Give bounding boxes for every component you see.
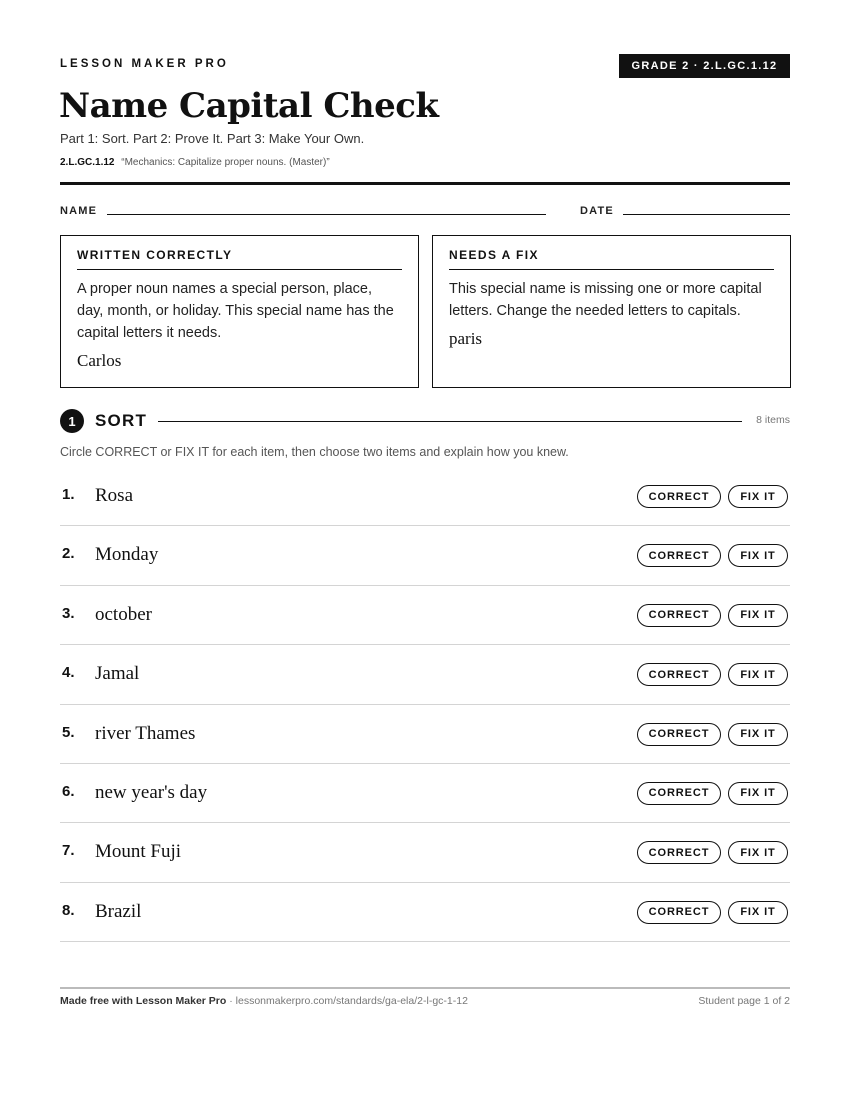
item-number: 4.	[62, 664, 75, 682]
correct-button[interactable]: CORRECT	[637, 901, 721, 924]
fix-it-button[interactable]: FIX IT	[728, 604, 788, 627]
standard-code: 2.L.GC.1.12	[60, 157, 115, 168]
sort-item-list	[60, 467, 790, 942]
footer-url[interactable]: · lessonmakerpro.com/standards/ga-ela/2-l-gc-1-12	[226, 995, 468, 1007]
correct-button[interactable]: CORRECT	[637, 604, 721, 627]
correct-button[interactable]: CORRECT	[637, 841, 721, 864]
correct-button[interactable]: CORRECT	[637, 663, 721, 686]
fix-it-button[interactable]: FIX IT	[728, 485, 788, 508]
sort-item-5	[60, 705, 790, 764]
fix-it-button[interactable]: FIX IT	[728, 782, 788, 805]
item-number: 5.	[62, 723, 75, 741]
fix-it-button[interactable]: FIX IT	[728, 841, 788, 864]
written-correctly-heading: WRITTEN CORRECTLY	[77, 248, 402, 270]
fix-it-button[interactable]: FIX IT	[728, 901, 788, 924]
name-label: NAME	[60, 205, 98, 217]
sort-item-7	[60, 823, 790, 882]
fix-it-button[interactable]: FIX IT	[728, 544, 788, 567]
page-subtitle: Part 1: Sort. Part 2: Prove It. Part 3: Make Your Own.	[60, 131, 365, 146]
fix-it-button[interactable]: FIX IT	[728, 663, 788, 686]
footer-page-number: Student page 1 of 2	[698, 995, 790, 1007]
footer-credit	[60, 995, 468, 1007]
item-word: new year's day	[95, 781, 208, 803]
needs-a-fix-box	[432, 235, 791, 388]
section-divider	[158, 421, 742, 422]
written-correctly-box	[60, 235, 419, 388]
section-title: SORT	[95, 411, 148, 430]
needs-a-fix-example: paris	[449, 329, 483, 348]
item-number: 2.	[62, 545, 75, 563]
item-number: 1.	[62, 486, 75, 503]
item-number: 7.	[62, 842, 75, 860]
item-word: Monday	[95, 544, 159, 566]
brand-name: LESSON MAKER PRO	[60, 58, 229, 70]
sort-item-6	[60, 764, 790, 823]
name-field[interactable]	[107, 214, 546, 215]
date-label: DATE	[580, 205, 614, 217]
written-correctly-example: Carlos	[77, 351, 122, 370]
sort-item-1	[60, 467, 790, 526]
header-divider	[60, 182, 790, 185]
section-number-badge: 1	[60, 409, 84, 433]
item-word: Brazil	[95, 900, 142, 922]
date-field[interactable]	[623, 214, 790, 215]
correct-button[interactable]: CORRECT	[637, 723, 721, 746]
item-number: 8.	[62, 901, 75, 919]
item-word: Jamal	[95, 663, 140, 685]
sort-item-3	[60, 586, 790, 645]
item-number: 6.	[62, 782, 75, 800]
sort-item-2	[60, 526, 790, 585]
correct-button[interactable]: CORRECT	[637, 485, 721, 508]
sort-item-8	[60, 883, 790, 942]
sort-item-4	[60, 645, 790, 704]
needs-a-fix-text: This special name is missing one or more capital letters. Change the needed letters to capitals.	[449, 281, 762, 319]
correct-button[interactable]: CORRECT	[637, 544, 721, 567]
item-word: Mount Fuji	[95, 841, 182, 863]
needs-a-fix-heading: NEEDS A FIX	[449, 248, 774, 270]
footer-divider	[60, 987, 790, 989]
written-correctly-text: A proper noun names a special person, place, day, month, or holiday. This special name has the capital letters it needs.	[77, 281, 394, 341]
standard-description: “Mechanics: Capitalize proper nouns. (Master)”	[121, 157, 330, 168]
item-word: river Thames	[95, 722, 196, 744]
section-item-count: 8 items	[756, 414, 790, 426]
page-title: Name Capital Check	[59, 86, 439, 126]
footer-made-with: Made free with Lesson Maker Pro	[60, 995, 227, 1007]
fix-it-button[interactable]: FIX IT	[728, 723, 788, 746]
section-instructions: Circle CORRECT or FIX IT for each item, then choose two items and explain how you knew.	[60, 445, 569, 459]
correct-button[interactable]: CORRECT	[637, 782, 721, 805]
item-number: 3.	[62, 604, 75, 622]
grade-badge: GRADE 2 · 2.L.GC.1.12	[619, 54, 790, 78]
item-word: Rosa	[95, 485, 133, 506]
standard-line	[60, 157, 330, 168]
item-word: october	[95, 603, 152, 625]
